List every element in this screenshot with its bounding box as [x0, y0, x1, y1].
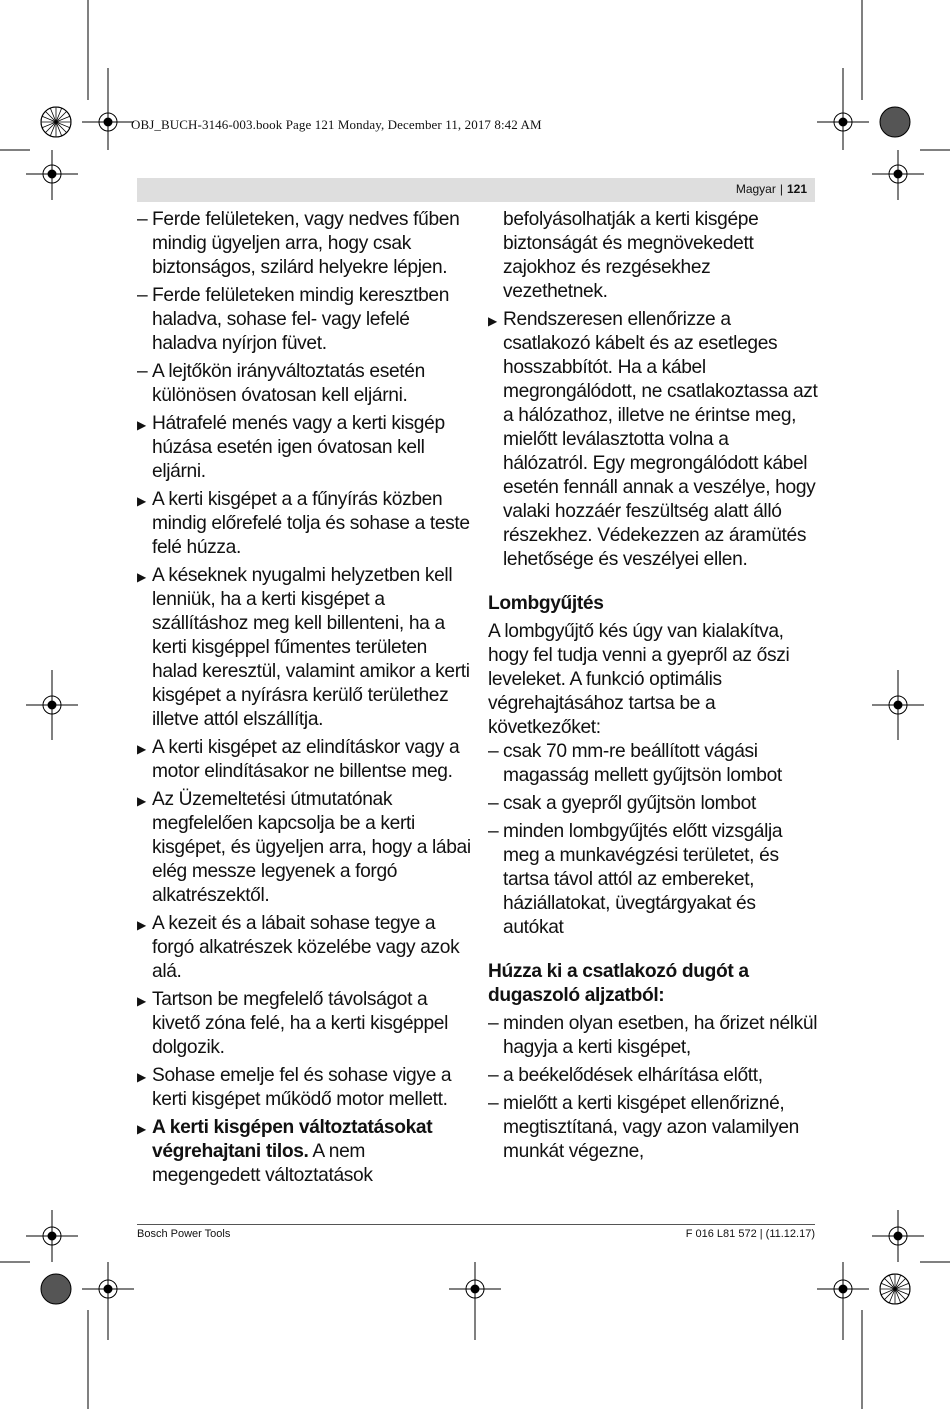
crosshair-right-middle	[872, 670, 924, 740]
dash-marker: –	[137, 285, 148, 306]
list-item: – A lejtőkön irányváltoztatás esetén különösen óvatosan kell eljárni.	[137, 361, 425, 406]
crosshair-left-upper	[26, 150, 78, 200]
bullet-item: ▶ Sohase emelje fel és sohase vigye a kerti kisgépet működő motor mellett.	[137, 1065, 452, 1110]
dash-marker: –	[488, 793, 499, 814]
registration-target-bottom-right	[880, 1274, 910, 1304]
crosshair-bottom-center	[449, 1262, 501, 1340]
paragraph: A lombgyűjtő kés úgy van kialakítva, hogy fel tudja venni a gyepről az őszi leveleket. A funkció optimális végrehajtásához tartsa be a következőket:	[488, 621, 790, 738]
registration-target-top-right	[880, 107, 910, 137]
list-item: – minden lombgyűjtés előtt vizsgálja meg a munkavégzési területet, és tartsa távol attól az embereket, háziállatokat, üvegtárgyakat és autókat	[488, 821, 783, 938]
crosshair-top-left	[82, 68, 134, 150]
dash-marker: –	[488, 741, 499, 762]
bullet-item: ▶ A kerti kisgépet a a fűnyírás közben mindig előrefelé tolja és sohase a teste felé húzza.	[137, 489, 470, 558]
dash-marker: –	[488, 1013, 499, 1034]
triangle-bullet-icon: ▶	[137, 1122, 146, 1136]
footer-brand: Bosch Power Tools	[137, 1228, 231, 1240]
crosshair-right-upper	[872, 150, 924, 200]
bullet-item: ▶ A kerti kisgépet az elindításkor vagy a motor elindításakor ne billentse meg.	[137, 737, 460, 782]
page-header	[137, 178, 815, 202]
triangle-bullet-icon: ▶	[137, 994, 146, 1008]
dash-marker: –	[137, 209, 148, 230]
list-item: – mielőtt a kerti kisgépet ellenőrizné, megtisztítaná, vagy azon valamilyen munkát végezne,	[488, 1093, 799, 1162]
section-heading: Lombgyűjtés	[488, 593, 604, 614]
crosshair-bottom-left	[82, 1262, 134, 1340]
triangle-bullet-icon: ▶	[137, 570, 146, 584]
triangle-bullet-icon: ▶	[137, 918, 146, 932]
bullet-item: ▶ Az Üzemeltetési útmutatónak megfelelően kapcsolja be a kerti kisgépet, és ügyeljen arra, hogy a lábai elég messze legyenek a forgó alkatrészektől.	[137, 789, 471, 906]
dash-marker: –	[488, 1093, 499, 1114]
dash-marker: –	[488, 821, 499, 842]
header-language: Magyar	[735, 182, 776, 196]
triangle-bullet-icon: ▶	[488, 314, 497, 328]
crosshair-right-lower	[872, 1210, 924, 1262]
bullet-item: ▶ Hátrafelé menés vagy a kerti kisgép húzása esetén igen óvatosan kell eljárni.	[137, 413, 445, 482]
header-text: Magyar | 121	[735, 182, 807, 196]
crosshair-left-lower	[26, 1210, 78, 1262]
page-number: 121	[786, 182, 807, 196]
list-item: – Ferde felületeken, vagy nedves fűben mindig ügyeljen arra, hogy csak biztonságos, szilárd helyekre lépjen.	[137, 209, 460, 278]
dash-marker: –	[137, 361, 148, 382]
left-column	[137, 208, 471, 1192]
crosshair-top-right	[817, 68, 869, 150]
crosshair-bottom-right	[817, 1262, 869, 1340]
footer-doc-id: F 016 L81 572 | (11.12.17)	[685, 1228, 815, 1240]
warning-bold-text: A kerti kisgépen változtatásokat végrehajtani tilos.	[152, 1117, 433, 1162]
list-item: – a beékelődések elhárítása előtt,	[488, 1065, 763, 1086]
footer-divider	[137, 1224, 815, 1225]
bullet-item: ▶ Tartson be megfelelő távolságot a kivető zóna felé, ha a kerti kisgéppel dolgozik.	[137, 989, 449, 1058]
registration-target-top-left	[41, 107, 71, 137]
registration-target-bottom-left	[41, 1274, 71, 1304]
bullet-item: ▶ A kezeit és a lábait sohase tegye a forgó alkatrészek közelébe vagy azok alá.	[137, 913, 460, 982]
section-heading: Húzza ki a csatlakozó dugót a dugaszoló aljzatból:	[488, 961, 749, 1006]
list-item: – csak 70 mm-re beállított vágási magasság mellett gyűjtsön lombot	[488, 741, 782, 786]
right-column	[488, 208, 818, 1168]
list-item: – minden olyan esetben, ha őrizet nélkül hagyja a kerti kisgépet,	[488, 1013, 818, 1058]
triangle-bullet-icon: ▶	[137, 418, 146, 432]
dash-marker: –	[488, 1065, 499, 1086]
triangle-bullet-icon: ▶	[137, 1070, 146, 1084]
list-item: – Ferde felületeken mindig keresztben haladva, sohase fel- vagy lefelé haladva nyírjon füvet.	[137, 285, 450, 354]
bullet-item-warning: ▶ A kerti kisgépen változtatásokat végrehajtani tilos. A nem megengedett változtatások	[137, 1117, 433, 1186]
print-slug: OBJ_BUCH-3146-003.book Page 121 Monday, December 11, 2017 8:42 AM	[131, 117, 542, 132]
continued-text: befolyásolhatják a kerti kisgépe biztonságát és megnövekedett zajokhoz és rezgésekhez vezethetnek.	[503, 209, 759, 302]
triangle-bullet-icon: ▶	[137, 794, 146, 808]
bullet-item: ▶ Rendszeresen ellenőrizze a csatlakozó kábelt és az esetleges hosszabbítót. Ha a kábel megrongálódott, ne csatlakoztassa azt a hálózathoz, illetve ne érintse meg, mielőtt leválasztotta volna a hálózatról. Egy megrongálódott kábel esetén fennáll annak a veszélye, hogy valaki hozzáér feszültség alatt álló részekhez. Védekezzen az áramütés lehetősége és veszélyei ellen.	[488, 309, 818, 570]
bullet-item: ▶ A késeknek nyugalmi helyzetben kell lenniük, ha a kerti kisgépet a szállításhoz meg kell billenteni, ha a kerti kisgéppel fűmentes területen halad keresztül, valamint amikor a kerti kisgépet a nyírásra kerülő területhez illetve attól elszállítja.	[137, 565, 470, 730]
triangle-bullet-icon: ▶	[137, 742, 146, 756]
list-item: – csak a gyepről gyűjtsön lombot	[488, 793, 756, 814]
crosshair-left-middle	[26, 670, 78, 740]
triangle-bullet-icon: ▶	[137, 494, 146, 508]
